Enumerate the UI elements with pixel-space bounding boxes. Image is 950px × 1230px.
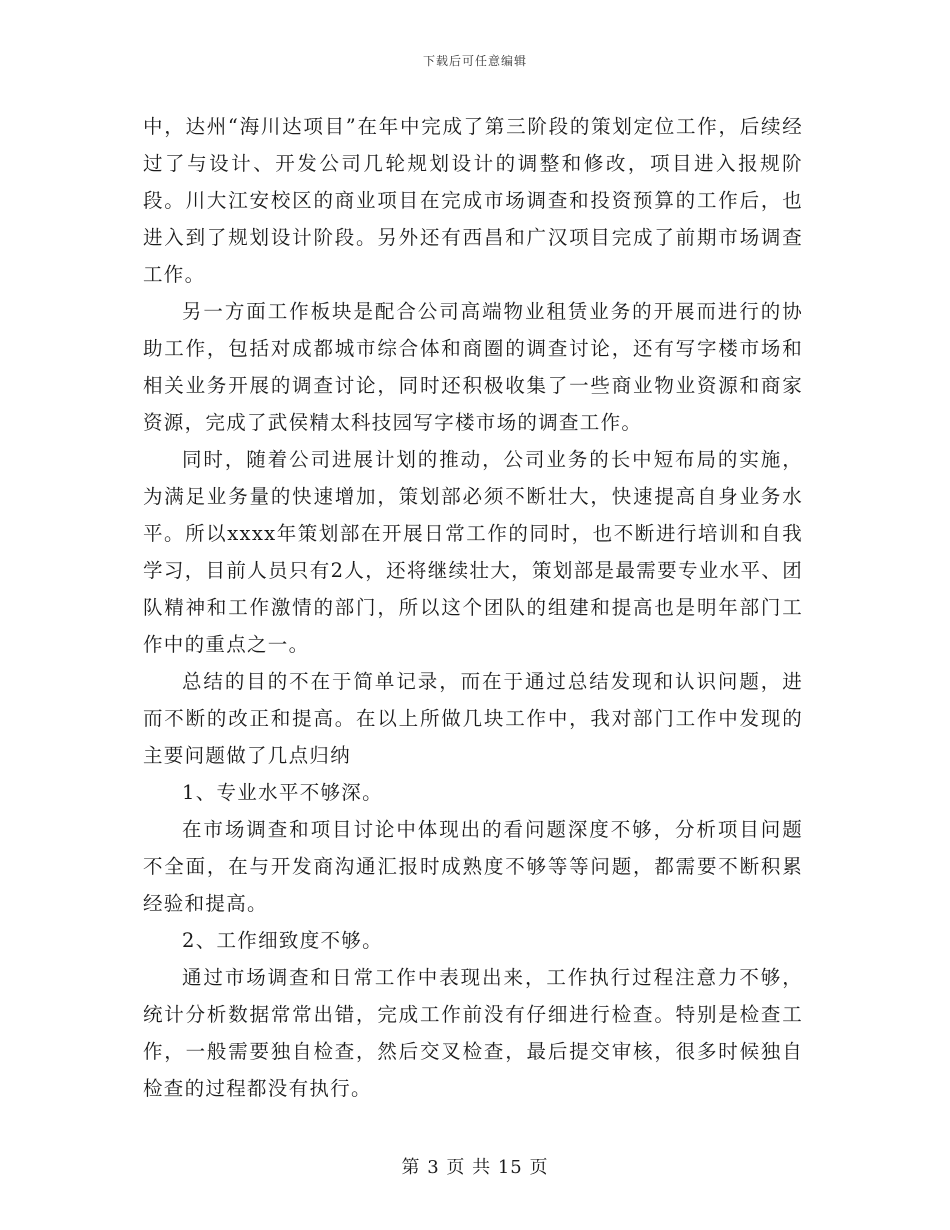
paragraph-continuation: 中，达州“海川达项目”在年中完成了第三阶段的策划定位工作，后续经过了与设计、开发公司几轮规划设计的调整和修改，项目进入报规阶段。川大江安校区的商业项目在完成市场调查和投资预算的工作后，也进入到了规划设计阶段。另外还有西昌和广汉项目完成了前期市场调查工作。 [143,115,803,286]
document-body [143,108,803,1107]
paragraph-leasing-support: 另一方面工作板块是配合公司高端物业租赁业务的开展而进行的协助工作，包括对成都城市综合体和商圈的调查讨论，还有写字楼市场和相关业务开展的调查讨论，同时还积极收集了一些商业物业资源和商家资源，完成了武侯精太科技园写字楼市场的调查工作。 [143,300,803,434]
page-number: 第 3 页 共 15 页 [401,1157,549,1178]
paragraph-summary-purpose: 总结的目的不在于简单记录，而在于通过总结发现和认识问题，进而不断的改正和提高。在以上所做几块工作中，我对部门工作中发现的主要问题做了几点归纳 [143,670,803,767]
issue-detail-1: 在市场调查和项目讨论中体现出的看问题深度不够，分析项目问题不全面，在与开发商沟通汇报时成熟度不够等等问题，都需要不断积累经验和提高。 [143,818,803,915]
page-header: 下载后可任意编辑 [422,54,527,68]
issue-detail-2: 通过市场调查和日常工作中表现出来，工作执行过程注意力不够，统计分析数据常常出错，完成工作前没有仔细进行检查。特别是检查工作，一般需要独自检查，然后交叉检查，最后提交审核，很多时候独自检查的过程都没有执行。 [143,966,803,1100]
issue-heading-1: 1、专业水平不够深。 [182,781,383,804]
issue-heading-2: 2、工作细致度不够。 [182,929,383,952]
paragraph-team-growth: 同时，随着公司进展计划的推动，公司业务的长中短布局的实施，为满足业务量的快速增加，策划部必须不断壮大，快速提高自身业务水平。所以xxxx年策划部在开展日常工作的同时，也不断进行培训和自我学习，目前人员只有2人，还将继续壮大，策划部是最需要专业水平、团队精神和工作激情的部门，所以这个团队的组建和提高也是明年部门工作中的重点之一。 [143,448,803,656]
